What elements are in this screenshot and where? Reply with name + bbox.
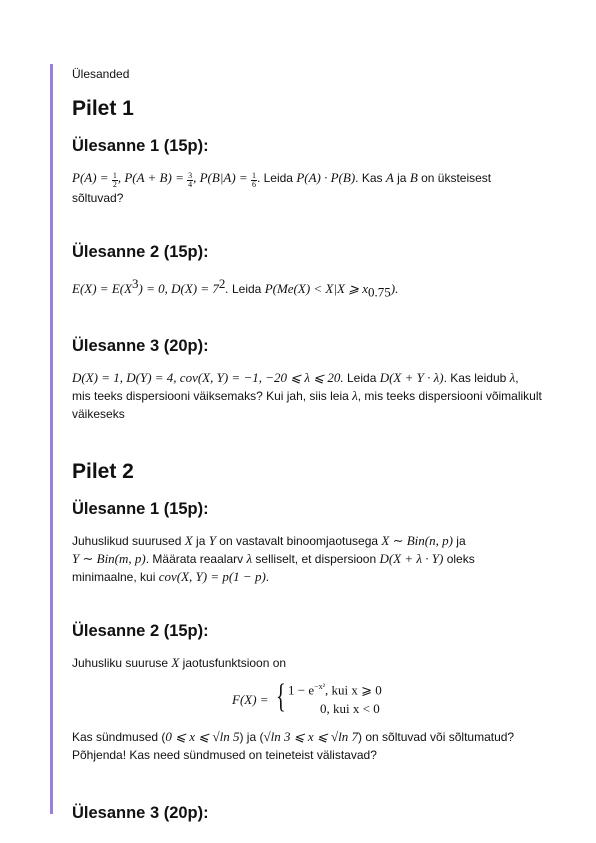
ticket2-task2	[72, 620, 542, 764]
ticket1-task2-heading: Ülesanne 2 (15p):	[72, 243, 209, 261]
fraction: $\frac{1}{6}$	[251, 171, 256, 189]
ticket1-task1-heading: Ülesanne 1 (15p):	[72, 137, 209, 155]
document-body	[72, 66, 542, 836]
fraction: $\frac{1}{2}$	[112, 171, 117, 189]
ticket2-task3	[72, 802, 542, 824]
breadcrumb[interactable]: Ülesanded	[72, 67, 130, 81]
ticket2-task3-heading: Ülesanne 3 (20p):	[72, 804, 209, 823]
ticket1-task2	[72, 241, 542, 301]
equation-case-1: $1 - e^{-x^2}$, kui x ⩾ 0	[288, 682, 382, 698]
left-brace: {	[276, 678, 286, 716]
ticket2-task2-intro: Juhusliku suuruse X jaotusfunktsioon on	[72, 655, 287, 671]
equation-case-2: 0, kui x < 0	[320, 701, 380, 717]
ticket1-title: Pilet 1	[72, 97, 134, 120]
ticket1-task1-text: P(A) = $\frac{1}{2}$ , P(A + B) = $\frac{3}{4}$ , P(B|A) = $\frac{1}{6}$ . Leida P(A) · P(B). Kas A ja B on üksteisest sõltuvad?	[72, 170, 492, 205]
ticket1-task3	[72, 335, 542, 423]
ticket2-task1	[72, 498, 542, 586]
ticket1-task2-text: $E(X) = E(X^3) = 0$, $D(X) = 7^2$. Leida P(Me(X) < X|X ⩾ $x_{0.75}$).	[72, 276, 399, 300]
ticket2-task2-question: Kas sündmused (0 ⩽ x ⩽ √ln 5) ja (√ln 3 ⩽ x ⩽ √ln 7) on sõltuvad või sõltumatud? Põhjenda! Kas need sündmused on teineteist välistavad?	[72, 729, 515, 763]
ticket1-task1	[72, 135, 542, 207]
left-accent-rule	[50, 64, 53, 814]
ticket2-task1-text: Juhuslikud suurused X ja Y on vastavalt binoomjaotusega X ∼ Bin(n, p) ja Y ∼ Bin(m, p). Määrata reaalarv λ selliselt, et dispersioon D(X + λ · Y) oleks minimaalne, kui cov(X, Y) = p(1 − p).	[72, 533, 475, 585]
ticket2-title: Pilet 2	[72, 460, 134, 484]
ticket2-task2-heading: Ülesanne 2 (15p):	[72, 622, 209, 641]
ticket1-task3-heading: Ülesanne 3 (20p):	[72, 337, 209, 356]
ticket2-task1-heading: Ülesanne 1 (15p):	[72, 500, 209, 519]
piecewise-equation: F(X) = { $1 - e^{-x^2}$, kui x ⩾ 0 0, kui x < 0	[232, 678, 382, 717]
ticket1-task3-text: D(X) = 1, D(Y) = 4, cov(X, Y) = −1, −20 ⩽ λ ⩽ 20. Leida D(X + Y · λ). Kas leidub λ, mis teeks dispersiooni väiksemaks? Kui jah, siis leia λ, mis teeks dispersiooni võimalikult väikeseks	[72, 370, 542, 422]
fraction: $\frac{3}{4}$	[188, 171, 193, 189]
